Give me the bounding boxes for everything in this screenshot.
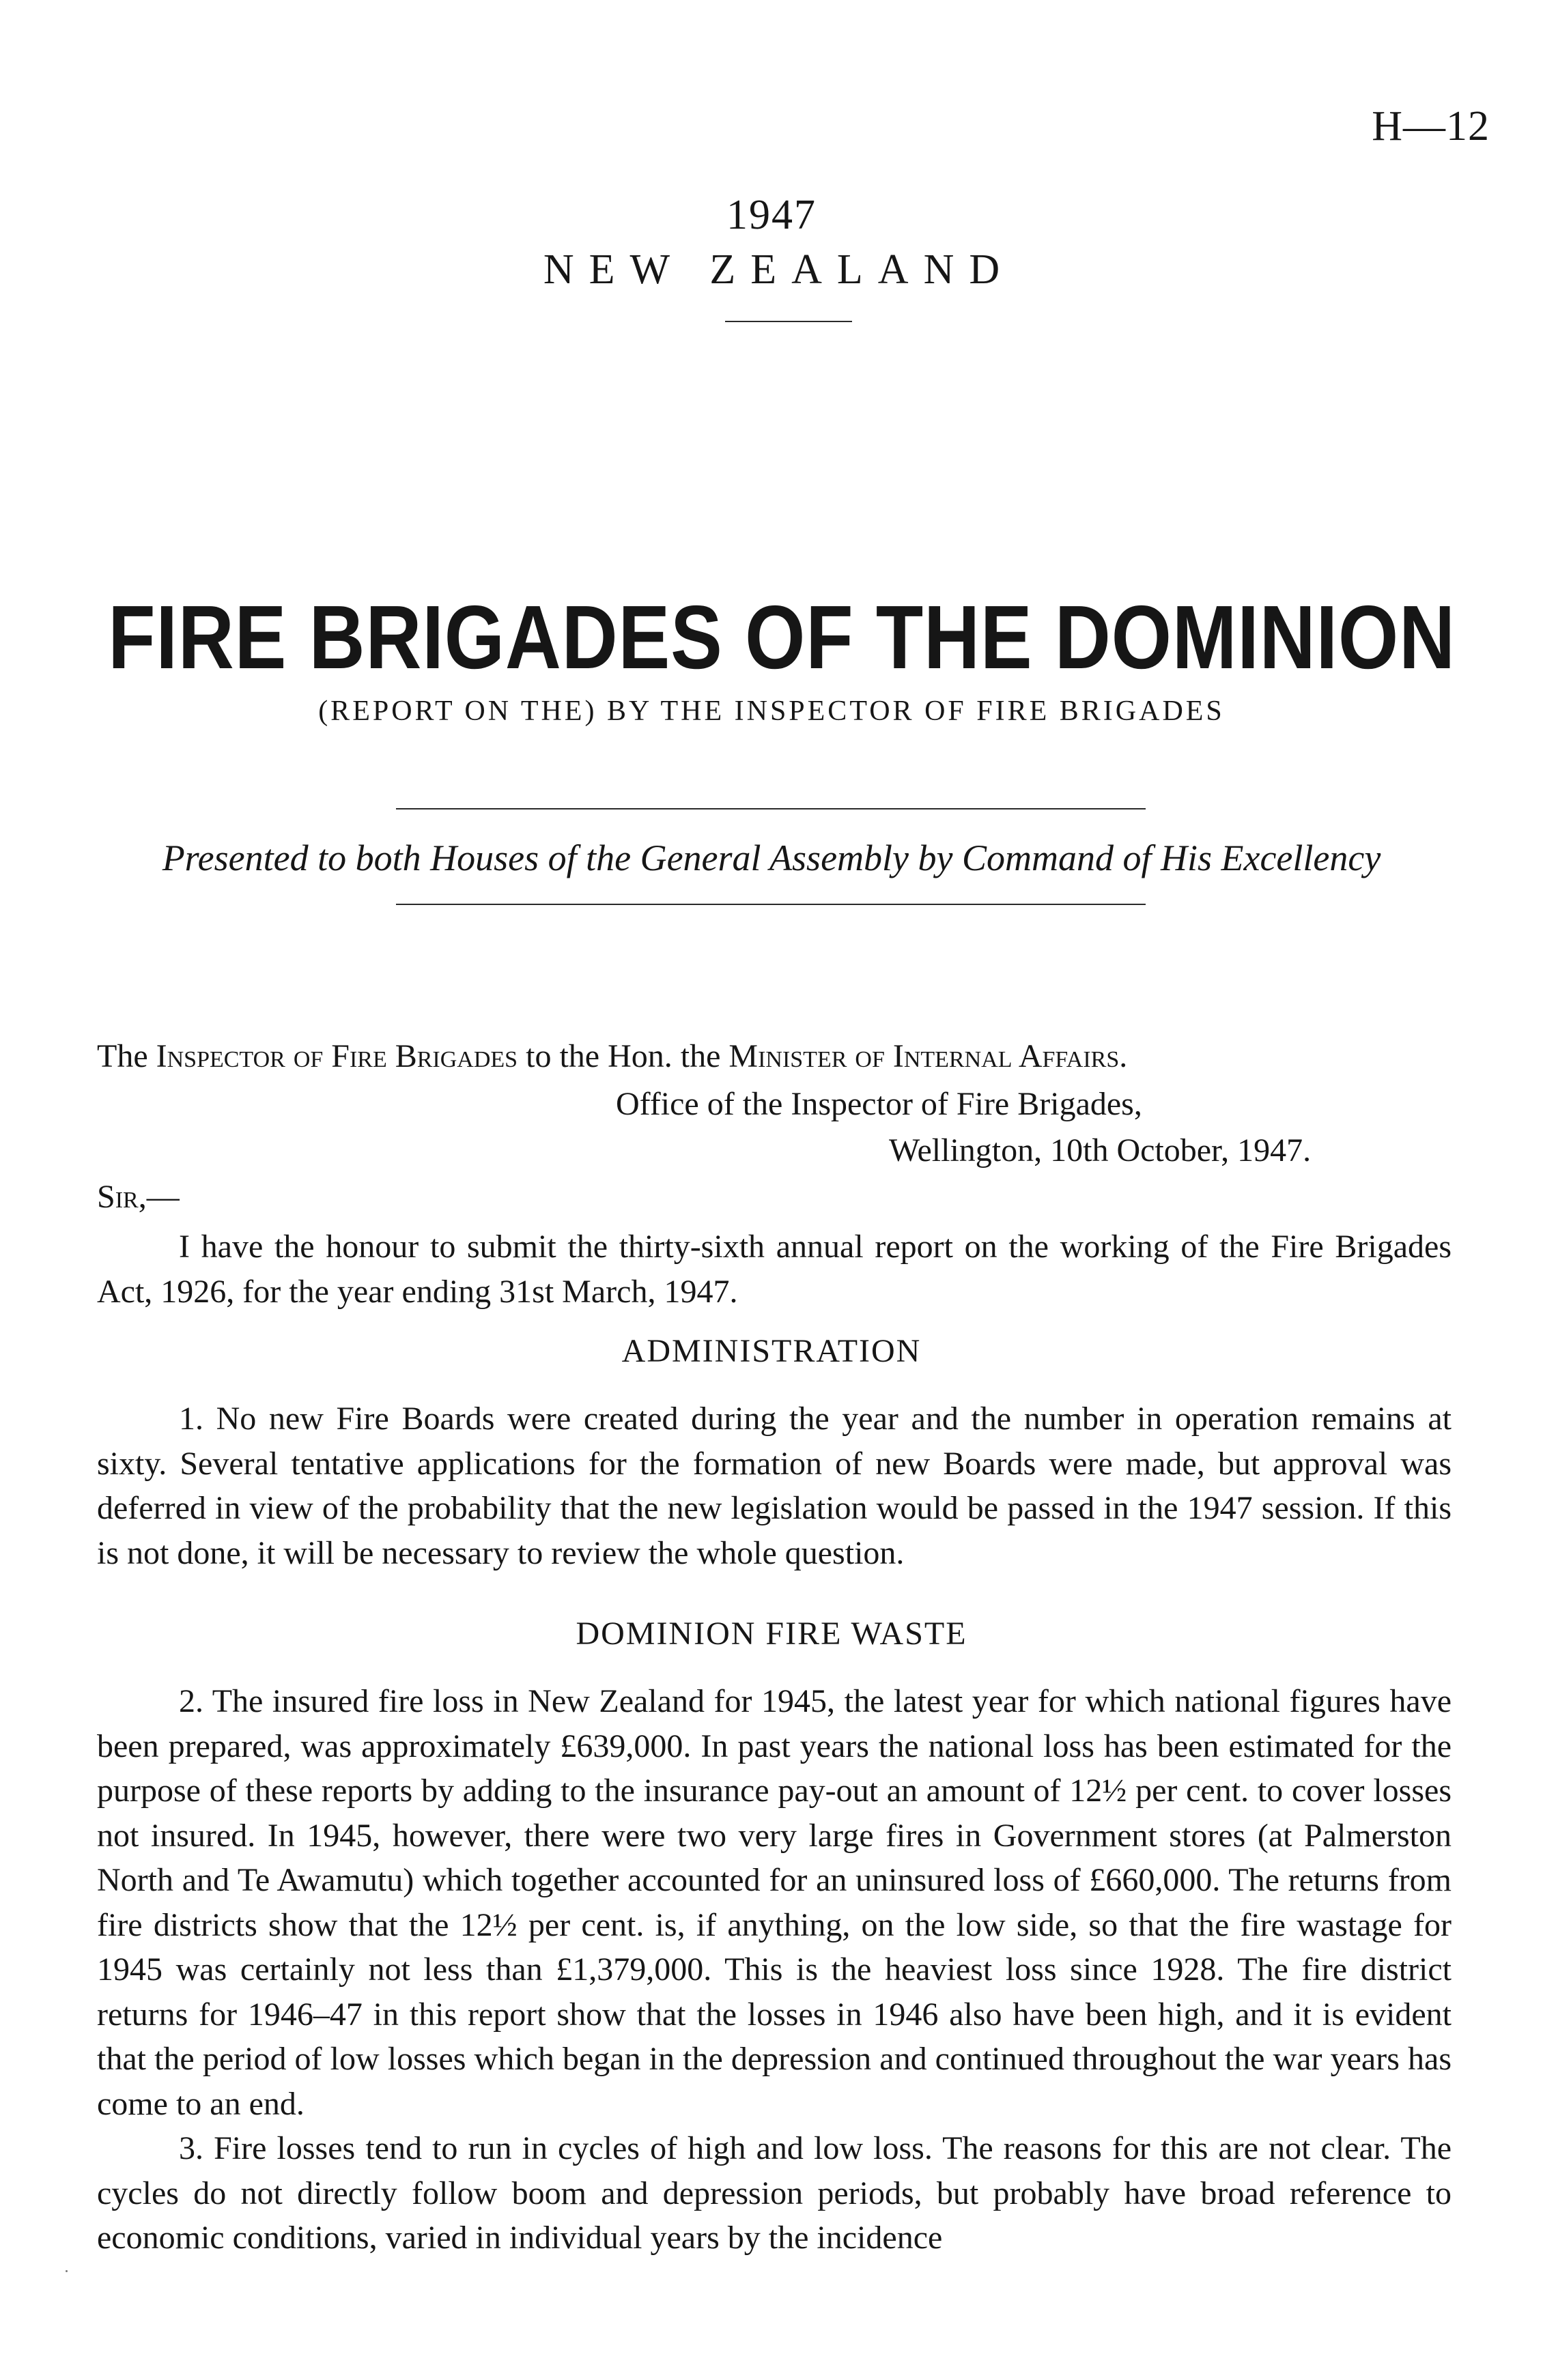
address-to-word: to the Hon. the — [518, 1038, 729, 1074]
paragraph-1: 1. No new Fire Boards were created during the year and the number in operation remains at sixty. Several tentative applications for the formation of new Boards were made, but approval was deferred in view of the probability that the new legislation would be passed in the 1947 session. If this is not done, it will be necessary to review the whole question. — [97, 1401, 1452, 1571]
presented-divider-top — [396, 808, 1146, 809]
report-subtitle: (REPORT ON THE) BY THE INSPECTOR OF FIRE BRIGADES — [318, 696, 1225, 727]
office-line: Office of the Inspector of Fire Brigades, — [616, 1086, 1142, 1122]
header-divider — [725, 321, 852, 322]
section-heading-fire-waste: DOMINION FIRE WASTE — [576, 1616, 967, 1652]
document-code: H—12 — [1372, 103, 1490, 149]
document-year: 1947 — [726, 192, 817, 238]
administration-body — [97, 1396, 1452, 1575]
letter-address-line — [97, 1037, 1127, 1075]
fire-waste-body — [97, 1679, 1452, 2261]
paragraph-3: 3. Fire losses tend to run in cycles of high and low loss. The reasons for this are not clear. The cycles do not directly follow boom and depression periods, but probably have broad reference to economic conditions, varied in individual years by the incidence — [97, 2130, 1452, 2256]
address-from: Inspector of Fire Brigades — [156, 1038, 518, 1074]
address-to: Minister of Internal Affairs. — [728, 1038, 1128, 1074]
intro-paragraph: I have the honour to submit the thirty-sixth annual report on the working of the Fire Brigades Act, 1926, for the year ending 31st March, 1947. — [97, 1229, 1452, 1310]
scan-speck — [66, 2270, 68, 2272]
presented-line: Presented to both Houses of the General Assembly by Command of His Excellency — [162, 837, 1381, 878]
intro-paragraph-block — [97, 1224, 1452, 1314]
salutation: Sir,— — [97, 1179, 180, 1215]
place-date-line: Wellington, 10th October, 1947. — [889, 1132, 1312, 1169]
country-name: NEW ZEALAND — [543, 246, 1015, 293]
address-the: The — [97, 1038, 156, 1074]
presented-divider-bottom — [396, 904, 1146, 905]
paragraph-2: 2. The insured fire loss in New Zealand for 1945, the latest year for which national figures have been prepared, was approximately £639,000. In past years the national loss has been estimated for the purpose of these reports by adding to the insurance pay-out an amount of 12½ per cent. to cover losses not insured. In 1945, however, there were two very large fires in Government stores (at Palmerston North and Te Awamutu) which together accounted for an uninsured loss of £660,000. The returns from fire districts show that the 12½ per cent. is, if anything, on the low side, so that the fire wastage for 1945 was certainly not less than £1,379,000. This is the heaviest loss since 1928. The fire district returns for 1946–47 in this report show that the losses in 1946 also have been high, and it is evident that the period of low losses which began in the depression and continued throughout the war years has come to an end. — [97, 1683, 1452, 2122]
report-title: FIRE BRIGADES OF THE DOMINION — [108, 587, 1456, 687]
section-heading-administration: ADMINISTRATION — [621, 1333, 922, 1369]
